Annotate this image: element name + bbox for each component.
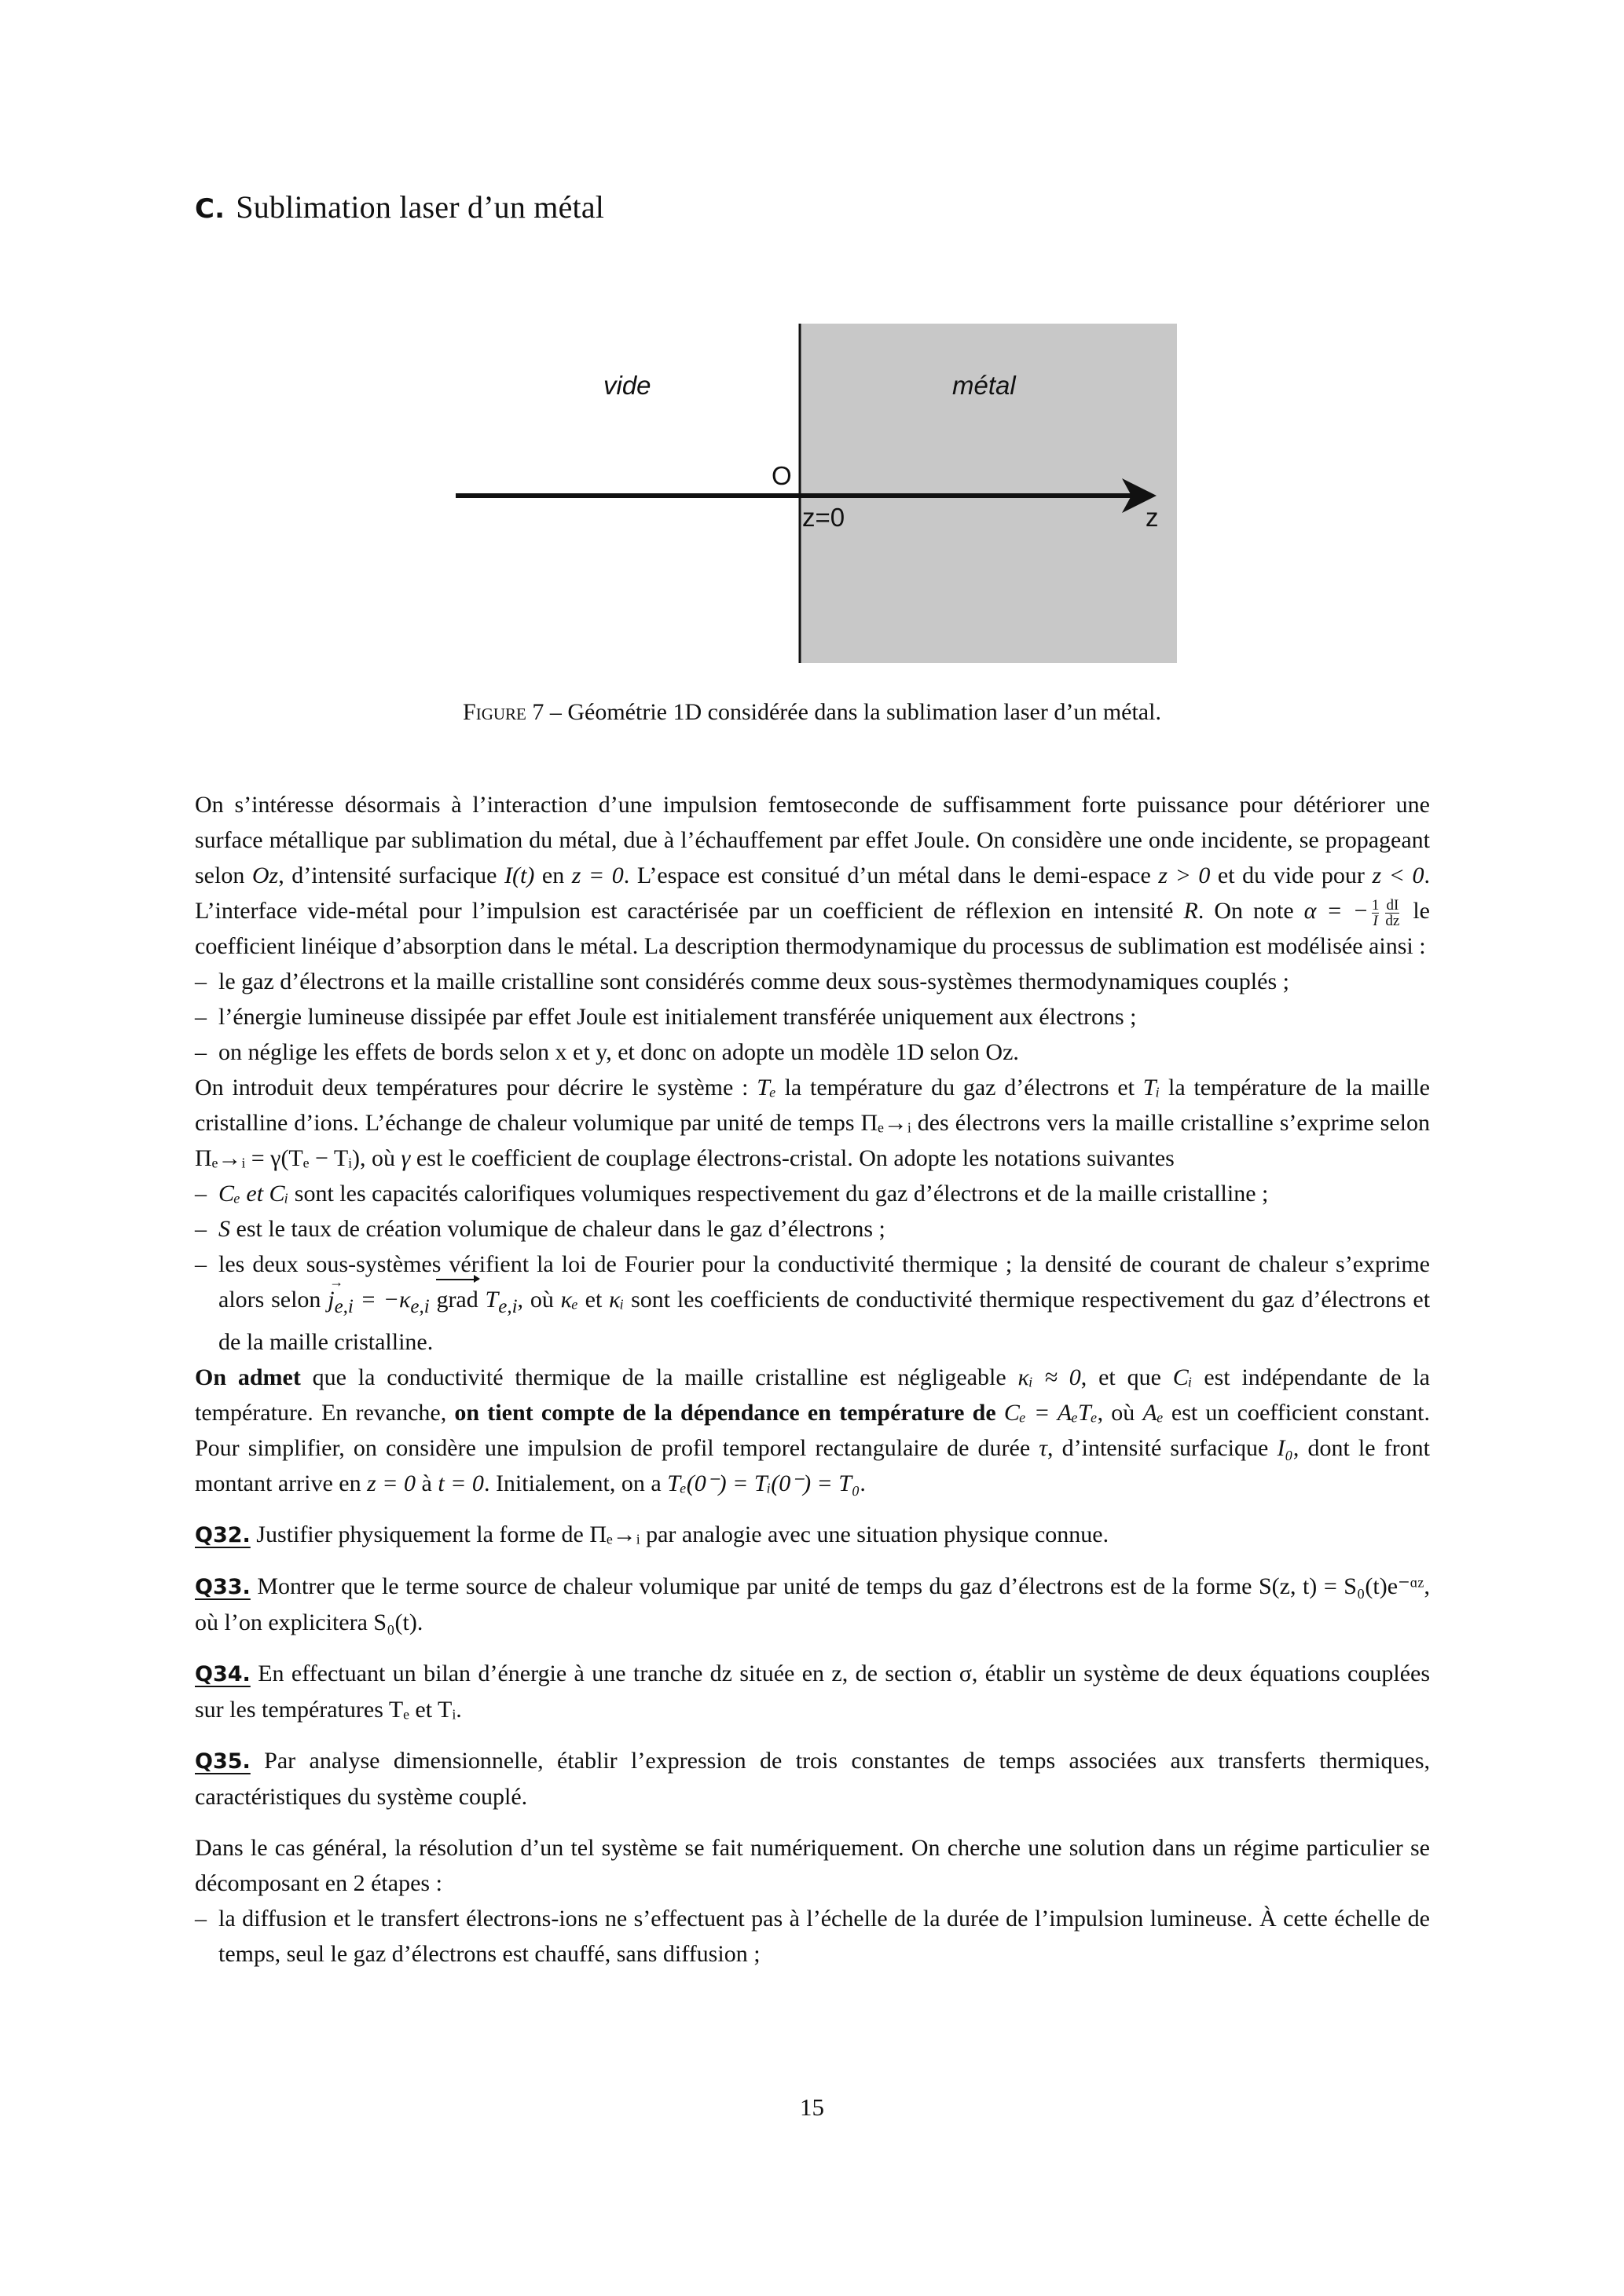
fraction-1-over-I: $\frac{1}{I}$ — [1371, 896, 1380, 929]
section-letter: C. — [195, 193, 225, 225]
question-label: Q34. — [195, 1662, 251, 1686]
section-title — [195, 189, 604, 225]
origin-label: O — [772, 461, 792, 490]
page-number: 15 — [800, 2093, 824, 2121]
question-q33: Q33. Montrer que le terme source de chaleur volumique par unité de temps du gaz d’électrons est de la forme S(z, t) = S₀(t)e⁻ᵅᶻ, où l’on explicitera S₀(t). — [195, 1573, 1430, 1635]
question-label: Q32. — [195, 1523, 251, 1547]
temperatures-paragraph: On introduit deux températures pour décrire le système : Tₑ la température du gaz d’électrons et Tᵢ la température de la maille cristalline d’ions. L’échange de chaleur volumique par unité de temps Πₑ→ᵢ des électrons vers la maille cristalline s’exprime selon Πₑ→ᵢ = γ(Tₑ − Tᵢ), où γ est le coefficient de couplage électrons-cristal. On adopte les notations suivantes — [195, 1075, 1430, 1171]
question-label: Q33. — [195, 1575, 251, 1599]
figure-7-geometry — [440, 314, 1226, 676]
heat-flux-vector: → j — [328, 1282, 334, 1317]
question-q34: Q34. En effectuant un bilan d’énergie à une tranche dz située en z, de section σ, établir un système de deux équations couplées sur les températures Tₑ et Tᵢ. — [195, 1661, 1430, 1723]
admission-paragraph: On admet que la conductivité thermique de la maille cristalline est négligeable κᵢ ≈ 0, et que Cᵢ est indépendante de la température. En revanche, on tient compte de la dépendance en température de Cₑ = AₑTₑ, où Aₑ est un coefficient constant. Pour simplifier, on considère une impulsion de profil temporel rectangulaire de durée τ, d’intensité surfacique I₀, dont le front montant arrive en z = 0 à t = 0. Initialement, on a Tₑ(0⁻) = Tᵢ(0⁻) = T₀. — [195, 1364, 1431, 1496]
figure-caption — [0, 699, 1624, 726]
question-q35: Q35. Par analyse dimensionnelle, établir l’expression de trois constantes de temps associées aux transferts thermiques, caractéristiques du système couplé. — [195, 1748, 1430, 1810]
general-case-paragraph: Dans le cas général, la résolution d’un tel système se fait numériquement. On cherche une solution dans un régime particulier se décomposant en 2 étapes : — [195, 1835, 1430, 1896]
vacuum-label: vide — [603, 371, 651, 400]
geometry-diagram — [440, 314, 1226, 676]
coupling-formula: Πₑ→ᵢ = γ(Tₑ − Tᵢ) — [195, 1145, 361, 1171]
axis-z-label: z — [1146, 503, 1159, 532]
body-text — [195, 787, 1430, 1972]
gradient-operator: grad — [436, 1282, 478, 1317]
fraction-dI-dz: $\frac{dI}{dz}$ — [1385, 896, 1400, 929]
step-item: – la diffusion et le transfert électrons-ions ne s’effectuent pas à l’échelle de la durée de l’impulsion lumineuse. À cette échelle de temps, seul le gaz d’électrons est chauffé, sans diffusion ; — [195, 1901, 1430, 1972]
assumption-item: – le gaz d’électrons et la maille cristalline sont considérés comme deux sous-systèmes thermodynamiques couplés ; — [195, 964, 1430, 999]
metal-label: métal — [952, 371, 1016, 400]
assumption-item: – on néglige les effets de bords selon x et y, et donc on adopte un modèle 1D selon Oz. — [195, 1034, 1430, 1070]
question-label: Q35. — [195, 1749, 251, 1774]
notation-item: – les deux sous-systèmes vérifient la loi de Fourier pour la conductivité thermique ; la densité de courant de chaleur s’exprime alors selon → $j_{e,i} = -\kappa_{e,i}$ grad $T_{e,i}$, où κₑ et κᵢ sont les coefficients de conductivité thermique respectivement du gaz d’électrons et de la maille cristalline. — [195, 1247, 1430, 1360]
notation-item: – S est le taux de création volumique de chaleur dans le gaz d’électrons ; — [195, 1211, 1430, 1247]
section-title-text: Sublimation laser d’un métal — [236, 189, 605, 225]
caption-text: – Géométrie 1D considérée dans la sublimation laser d’un métal. — [544, 699, 1161, 725]
notation-item: – Cₑ et Cᵢ sont les capacités calorifiques volumiques respectivement du gaz d’électrons et de la maille cristalline ; — [195, 1176, 1430, 1211]
assumption-item: – l’énergie lumineuse dissipée par effet Joule est initialement transférée uniquement aux électrons ; — [195, 999, 1430, 1034]
z0-label: z=0 — [802, 503, 845, 532]
alpha-definition: α = − — [1303, 898, 1369, 924]
caption-prefix: Figure 7 — [463, 699, 544, 725]
question-q32: Q32. Justifier physiquement la forme de Πₑ→ᵢ par analogie avec une situation physique connue. — [195, 1522, 1109, 1547]
intro-paragraph: On s’intéresse désormais à l’interaction d’une impulsion femtoseconde de suffisamment forte puissance pour détériorer une surface métallique par sublimation du métal, due à l’échauffement par effet Joule. On considère une onde incidente, se propageant selon Oz, d’intensité surfacique I(t) en z = 0. L’espace est consitué d’un métal dans le demi-espace z > 0 et du vide pour z < 0. L’interface vide-métal pour l’impulsion est caractérisée par un coefficient de réflexion en intensité R. On note α = − $\frac{1}{I}$ $\frac{dI}{dz}$ le coefficient linéique d’absorption dans le métal. La description thermodynamique du processus de sublimation est modélisée ainsi : — [195, 792, 1431, 959]
